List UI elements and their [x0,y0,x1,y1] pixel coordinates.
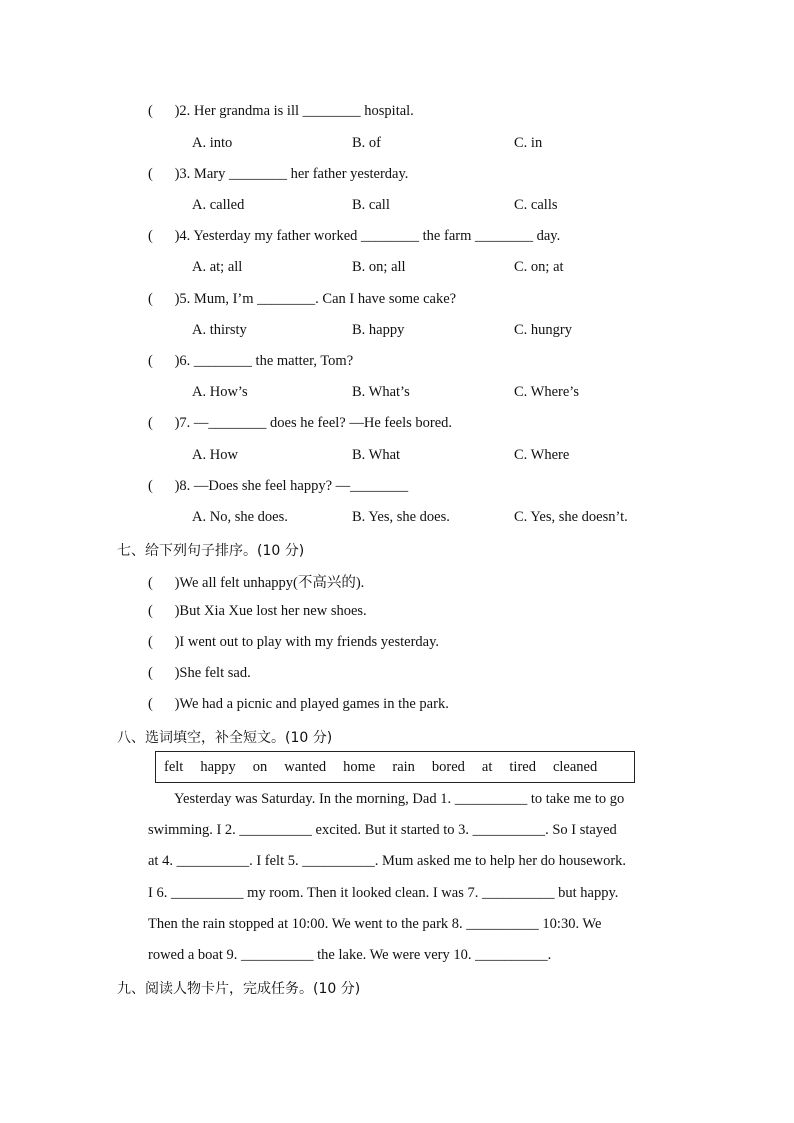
answer-paren: ( ) [148,228,180,244]
ordering-sentence [148,634,439,651]
ordering-sentence [148,571,364,592]
option-b: B. call [352,197,390,213]
answer-paren: ( ) [148,696,180,712]
option-b: B. happy [352,322,405,338]
ordering-sentence [148,696,449,713]
word-bank-item: happy [200,758,236,775]
answer-paren: ( ) [148,166,180,182]
option-c: C. calls [514,197,558,213]
passage-line-3: at 4. __________. I felt 5. __________. Mum asked me to help her do housework. [148,853,627,869]
question-4-stem [148,228,560,245]
question-text: We had a picnic and played games in the park. [179,696,449,712]
word-bank-item: cleaned [552,758,598,775]
word-bank-item: on [252,758,268,775]
option-c: C. Where [514,447,570,463]
question-text: 6. ________ the matter, Tom? [179,353,354,369]
passage-line-5: Then the rain stopped at 10:00. We went to the park 8. __________ 10:30. We [148,916,602,932]
question-5-stem [148,291,456,308]
option-a: A. thirsty [192,322,247,338]
section-7-title: 七、给下列句子排序。(10 分) [117,543,305,559]
answer-paren: ( ) [148,665,180,681]
option-c: C. hungry [514,322,572,338]
option-b: B. What’s [352,384,410,400]
question-text: 4. Yesterday my father worked ________ the farm ________ day. [179,228,561,244]
question-text: But Xia Xue lost her new shoes. [179,603,367,619]
answer-paren: ( ) [148,478,180,494]
question-3-stem [148,166,408,183]
question-2-stem [148,103,414,120]
question-text: We all felt unhappy(不高兴的). [179,575,365,591]
section-9-title: 九、阅读人物卡片，完成任务。(10 分) [117,981,361,997]
option-a: A. into [192,135,233,151]
option-a: A. How [192,447,238,463]
passage-line-1: Yesterday was Saturday. In the morning, Dad 1. __________ to take me to go [174,791,625,807]
option-c: C. in [514,135,543,151]
question-text: 8. —Does she feel happy? —________ [179,478,409,494]
word-bank-item: at [481,758,493,775]
option-b: B. of [352,135,381,151]
ordering-sentence [148,603,367,620]
answer-paren: ( ) [148,353,180,369]
option-c: C. on; at [514,259,564,275]
option-b: B. on; all [352,259,406,275]
section-8-title: 八、选词填空，补全短文。(10 分) [117,730,333,746]
answer-paren: ( ) [148,291,180,307]
word-bank-item: bored [431,758,465,775]
question-text: 5. Mum, I’m ________. Can I have some cake? [179,291,457,307]
question-text: 3. Mary ________ her father yesterday. [179,166,409,182]
word-bank-item: rain [392,758,415,775]
answer-paren: ( ) [148,103,180,119]
answer-paren: ( ) [148,634,180,650]
option-b: B. Yes, she does. [352,509,450,525]
passage-line-2: swimming. I 2. __________ excited. But it started to 3. __________. So I stayed [148,822,617,838]
answer-paren: ( ) [148,603,180,619]
word-bank-item: felt [164,758,184,775]
question-text: She felt sad. [179,665,251,681]
passage-line-4: I 6. __________ my room. Then it looked clean. I was 7. __________ but happy. [148,885,619,901]
option-a: A. No, she does. [192,509,288,525]
word-bank-item: home [343,758,376,775]
word-bank-item: wanted [284,758,327,775]
question-8-stem [148,478,408,495]
question-text: 7. —________ does he feel? —He feels bored. [179,415,453,431]
question-text: 2. Her grandma is ill ________ hospital. [179,103,414,119]
option-a: A. How’s [192,384,248,400]
option-a: A. called [192,197,245,213]
option-c: C. Where’s [514,384,579,400]
option-c: C. Yes, she doesn’t. [514,509,628,525]
option-a: A. at; all [192,259,243,275]
answer-paren: ( ) [148,575,180,591]
word-bank-item: tired [509,758,536,775]
option-b: B. What [352,447,401,463]
question-text: I went out to play with my friends yesterday. [179,634,440,650]
question-7-stem [148,415,452,432]
answer-paren: ( ) [148,415,180,431]
word-bank-box [155,751,635,783]
passage-line-6: rowed a boat 9. __________ the lake. We were very 10. __________. [148,947,552,963]
question-6-stem [148,353,353,370]
ordering-sentence [148,665,251,682]
